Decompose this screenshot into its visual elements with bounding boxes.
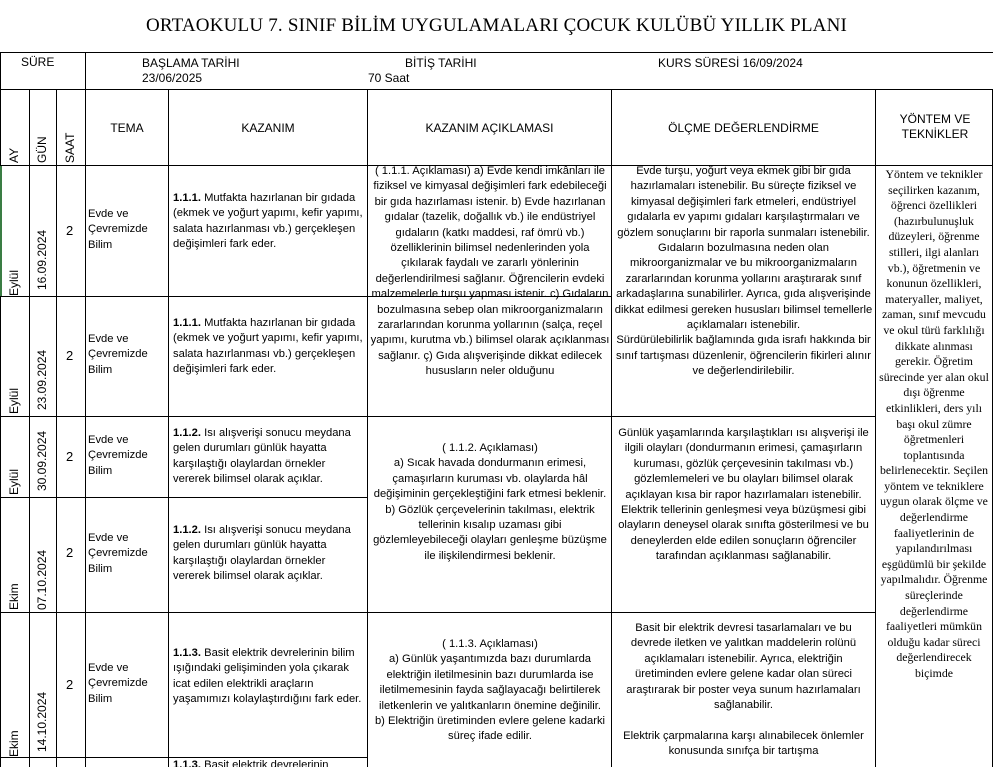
col-kazanim: KAZANIM: [241, 120, 295, 135]
col-ay: AY: [7, 147, 21, 163]
col-olcme: ÖLÇME DEĞERLENDİRME: [668, 120, 819, 135]
col-saat: SAAT: [63, 132, 77, 163]
row-kazanim: 1.1.2. Isı alışverişi sonucu meydana gelen durumları günlük hayatta karşılaştığı olaylardan örnekler vererek bilimsel olarak açıklar.: [173, 427, 351, 486]
row-tema: Evde ve Çevremizde Bilim: [88, 208, 148, 251]
col-aciklama: KAZANIM AÇIKLAMASI: [425, 120, 554, 135]
row-gun: 16.09.2024: [35, 229, 49, 290]
sure-label: SÜRE: [21, 55, 55, 69]
row-gun: 30.09.2024: [35, 430, 49, 491]
row-kazanim: 1.1.3. Basit elektrik devrelerinin: [173, 759, 329, 767]
baslama-label: BAŞLAMA TARİHI: [142, 56, 240, 70]
row-ay: Ekim: [7, 583, 21, 610]
col-yontem: YÖNTEM VE TEKNİKLER: [899, 112, 971, 141]
row-ay: Ekim: [7, 730, 21, 757]
row-kazanim: 1.1.3. Basit elektrik devrelerinin bilim ışığındaki gelişiminden yola çıkarak icat edilen elektrikli araçların yaşamımızı kolaylaştırdığını fark eder.: [173, 647, 362, 706]
row-tema: Evde ve Çevremizde Bilim: [88, 333, 148, 376]
aciklama-block: ( 1.1.1. Açıklaması) a) Evde kendi imkânları ile fiziksel ve kimyasal değişimleri fark edebileceği bir gıda hazırlaması istenir. b) Evde hazırlanan gıdalar (tazelik, doğallık vb.) ile endüstriyel gıdaların (katkı maddesi, raf ömrü vb.) özelliklerinin bilimsel nedenlerinden yola çıkılarak faydalı ve zararlı yönlerinin değerlendirilmesi sağlanır. Öğrencilerin evdeki malzemelerle turşu yapması istenir. c) Gıdaların bozulmasına sebep olan mikroorganizmaların zararlarından korunma yollarının (salça, reçel yapımı, kurutma vb.) bilimsel olarak açıklanması sağlanır. ç) Gıda alışverişinde dikkat edilecek hususların neler olduğunu: [370, 165, 610, 378]
row-ay: Eylül: [7, 269, 21, 296]
row-saat: 2: [66, 545, 74, 560]
yontem-text: Yöntem ve teknikler seçilirken kazanım, öğrenci özellikleri (hazırbulunuşluk düzeyleri, öğrenme stilleri, ilgi alanları vb.), öğretmenin ve konunun özellikleri, materyaller, maliyet, zaman, sınıf mevcudu ve okul türü farklılığı dikkate alınması gerekir. Öğretim sürecinde yer alan okul dışı öğrenme etkinlikleri, ders yılı başı okul zümre öğretmenleri toplantısında belirlenecektir. Seçilen yöntem ve tekniklere uygun olarak ölçme ve değerlendirme faaliyetlerinin de yapılandırılması eşgüdümlü bir şekilde yapılmalıdır. Öğrenme süreçlerinde değerlendirme faaliyetleri mümkün olduğu kadar süreci değerlendirecek biçimde: [879, 167, 989, 680]
olcme-block: Basit bir elektrik devresi tasarlamaları ve bu devrede iletken ve yalıtkan maddelerin rolünü açıklamaları istenebilir. Ayrıca, elektriğin üretiminden evlere gelene kadar olan süreci araştırarak bir poster veya sunum hazırlamaları sağlanabilir. Elektrik çarpmalarına karşı alınabilecek önlemler konusunda sınıfça bir tartışma: [623, 622, 864, 758]
row-gun: 23.09.2024: [35, 349, 49, 410]
document-title: ORTAOKULU 7. SINIF BİLİM UYGULAMALARI ÇOCUK KULÜBÜ YILLIK PLANI: [145, 15, 848, 36]
bitis-value: 70 Saat: [368, 71, 410, 85]
col-tema: TEMA: [110, 120, 144, 135]
row-tema: Evde ve Çevremizde Bilim: [88, 434, 148, 477]
aciklama-block: ( 1.1.2. Açıklaması) a) Sıcak havada dondurmanın erimesi, çamaşırların kuruması vb. olaylarda hâl değişiminin gerçekleştiğini fark etmesi beklenir. b) Gözlük çerçevelerinin takılması, elektrik tellerinin kısalıp uzaması gibi gözlemleyebileceği olayları genleşme büzüşme ile ilişkilendirmesi beklenir.: [373, 442, 607, 562]
olcme-block: Günlük yaşamlarında karşılaştıkları ısı alışverişi ile ilgili olayları (dondurmanın erimesi, çamaşırların kuruması, gözlük çerçevesinin takılması vb.) gözlemlemeleri ve bu olayları bilimsel olarak açıklayan kısa bir rapor hazırlamaları istenebilir. Elektrik tellerinin genleşmesi veya büzüşmesi gibi olayların deneysel olarak sınıfta gösterilmesi ve bu deneylerden elde edilen sonuçların öğrenciler tarafından açıklanması sağlanabilir.: [618, 427, 869, 563]
row-gun: 14.10.2024: [35, 691, 49, 752]
row-ay: Eylül: [7, 468, 21, 495]
row-kazanim: 1.1.1. Mutfakta hazırlanan bir gıdada (ekmek ve yoğurt yapımı, kefir yapımı, salata hazırlanması vb.) gerçekleşen değişimleri fark eder.: [173, 317, 363, 376]
row-kazanim: 1.1.2. Isı alışverişi sonucu meydana gelen durumları günlük hayatta karşılaştığı olaylardan örnekler vererek bilimsel olarak açıklar.: [173, 524, 351, 583]
row-saat: 2: [66, 223, 74, 238]
bitis-label: BİTİŞ TARİHI: [405, 56, 477, 70]
row-tema: Evde ve Çevremizde Bilim: [88, 662, 148, 705]
olcme-block: Evde turşu, yoğurt veya ekmek gibi bir gıda hazırlamaları istenebilir. Bu süreçte fiziksel ve kimyasal değişimleri fark etmeleri, endüstriyel gıdalarla ev yapımı gıdaları karşılaştırmaları ve gözlem sonuçlarını bir raporla sunmaları istenebilir. Gıdaların bozulmasına neden olan mikroorganizmalar ve bu mikroorganizmaların zararlarından korunma yollarını araştırarak sınıf arkadaşlarına sunabilirler. Ayrıca, gıda alışverişinde dikkat edilmesi gereken hususları bilimsel temellerle açıklamaları istenebilir. Sürdürülebilirlik bağlamında gıda israfı hakkında bir sınıf tartışması düzenlenir, öğrencilerin fikirleri alınır ve değerlendirilebilir.: [614, 165, 873, 378]
aciklama-block: ( 1.1.3. Açıklaması) a) Günlük yaşantımızda bazı durumlarda elektriğin iletilmesinin bazı durumlarda ise iletilmemesinin fayda sağlayacağı belirtilerek iletkenlerin ve yalıtkanların önemine değinilir. b) Elektriğin üretiminden evlere gelene kadarki süreç ifade edilir.: [374, 638, 606, 743]
row-tema: Evde ve Çevremizde Bilim: [88, 532, 148, 575]
row-saat: 2: [66, 348, 74, 363]
baslama-value: 23/06/2025: [142, 71, 203, 85]
row-gun: 07.10.2024: [35, 549, 49, 610]
row-saat: 2: [66, 677, 74, 692]
col-gun: GÜN: [35, 136, 49, 163]
row-ay: Eylül: [7, 387, 21, 414]
kurs-label: KURS SÜRESİ 16/09/2024: [658, 56, 803, 70]
row-kazanim: 1.1.1. Mutfakta hazırlanan bir gıdada (ekmek ve yoğurt yapımı, kefir yapımı, salata hazırlanması vb.) gerçekleşen değişimleri fark eder.: [173, 192, 363, 251]
row-saat: 2: [66, 449, 74, 464]
